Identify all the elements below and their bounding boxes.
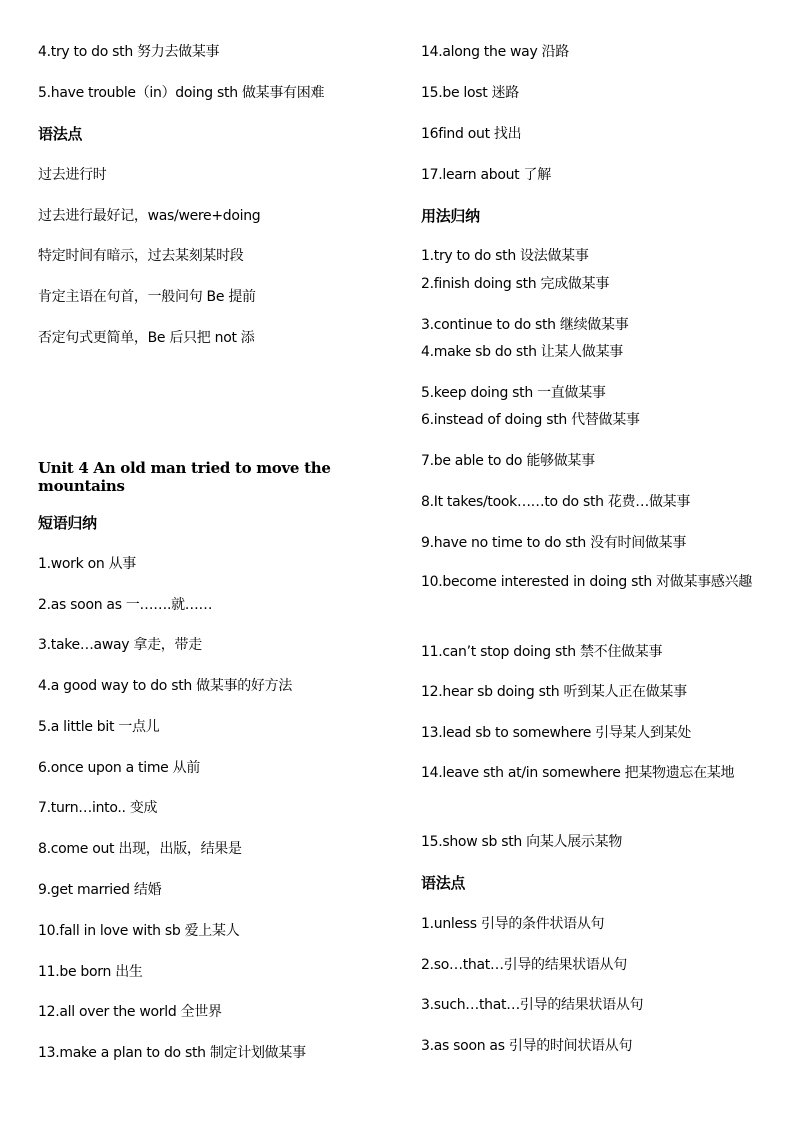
grammar-item: 特定时间有暗示，过去某刻某时段 bbox=[38, 248, 244, 264]
usage-item: 3.continue to do sth 继续做某事 bbox=[421, 317, 629, 333]
phrase-item: 11.be born 出生 bbox=[38, 964, 143, 980]
phrase-item: 9.get married 结婚 bbox=[38, 882, 162, 898]
phrase-item: 4.try to do sth 努力去做某事 bbox=[38, 44, 220, 60]
phrase-item: 17.learn about 了解 bbox=[421, 167, 551, 183]
phrase-item: 13.make a plan to do sth 制定计划做某事 bbox=[38, 1045, 306, 1061]
phrase-item: 6.once upon a time 从前 bbox=[38, 760, 201, 776]
phrase-item: 2.as soon as 一…….就…… bbox=[38, 597, 213, 613]
grammar-item: 过去进行时 bbox=[38, 167, 107, 183]
usage-item: 13.lead sb to somewhere 引导某人到某处 bbox=[421, 725, 692, 741]
phrase-item: 1.work on 从事 bbox=[38, 556, 136, 572]
grammar-item: 2.so…that…引导的结果状语从句 bbox=[421, 957, 627, 973]
phrase-item: 12.all over the world 全世界 bbox=[38, 1004, 222, 1020]
usage-item: 7.be able to do 能够做某事 bbox=[421, 453, 595, 469]
usage-item: 4.make sb do sth 让某人做某事 bbox=[421, 344, 623, 360]
phrase-item: 5.a little bit 一点儿 bbox=[38, 719, 160, 735]
grammar-item: 肯定主语在句首，一般问句 Be 提前 bbox=[38, 289, 256, 305]
phrase-item: 8.come out 出现，出版，结果是 bbox=[38, 841, 242, 857]
phrase-item: 16find out 找出 bbox=[421, 126, 522, 142]
phrase-item: 3.take…away 拿走，带走 bbox=[38, 637, 202, 653]
usage-item: 8.It takes/took……to do sth 花费…做某事 bbox=[421, 494, 691, 510]
grammar-item: 3.as soon as 引导的时间状语从句 bbox=[421, 1038, 633, 1054]
phrase-item: 14.along the way 沿路 bbox=[421, 44, 569, 60]
phrase-item: 15.be lost 迷路 bbox=[421, 85, 520, 101]
usage-heading: 用法归纳 bbox=[421, 207, 480, 225]
grammar-item: 过去进行最好记，was/were+doing bbox=[38, 208, 261, 224]
usage-item: 6.instead of doing sth 代替做某事 bbox=[421, 412, 640, 428]
grammar-item: 否定句式更简单，Be 后只把 not 添 bbox=[38, 330, 255, 346]
usage-item: 1.try to do sth 设法做某事 bbox=[421, 248, 589, 264]
grammar-heading: 语法点 bbox=[421, 874, 466, 892]
phrase-item: 10.fall in love with sb 爱上某人 bbox=[38, 923, 240, 939]
usage-item: 14.leave sth at/in somewhere 把某物遗忘在某地 bbox=[421, 765, 735, 781]
phrase-heading: 短语归纳 bbox=[38, 514, 97, 532]
usage-item: 11.can’t stop doing sth 禁不住做某事 bbox=[421, 644, 663, 660]
usage-item: 5.keep doing sth 一直做某事 bbox=[421, 385, 606, 401]
grammar-item: 3.such…that…引导的结果状语从句 bbox=[421, 997, 644, 1013]
usage-item: 12.hear sb doing sth 听到某人正在做某事 bbox=[421, 684, 687, 700]
unit-title: Unit 4 An old man tried to move the mountains bbox=[38, 459, 331, 495]
usage-item: 2.finish doing sth 完成做某事 bbox=[421, 276, 610, 292]
phrase-item: 4.a good way to do sth 做某事的好方法 bbox=[38, 678, 293, 694]
grammar-heading: 语法点 bbox=[38, 125, 83, 143]
phrase-item: 7.turn…into.. 变成 bbox=[38, 800, 158, 816]
usage-item: 9.have no time to do sth 没有时间做某事 bbox=[421, 535, 687, 551]
grammar-item: 1.unless 引导的条件状语从句 bbox=[421, 916, 605, 932]
usage-item: 15.show sb sth 向某人展示某物 bbox=[421, 834, 623, 850]
usage-item: 10.become interested in doing sth 对做某事感兴趣 bbox=[421, 574, 752, 590]
phrase-item: 5.have trouble（in）doing sth 做某事有困难 bbox=[38, 85, 325, 101]
